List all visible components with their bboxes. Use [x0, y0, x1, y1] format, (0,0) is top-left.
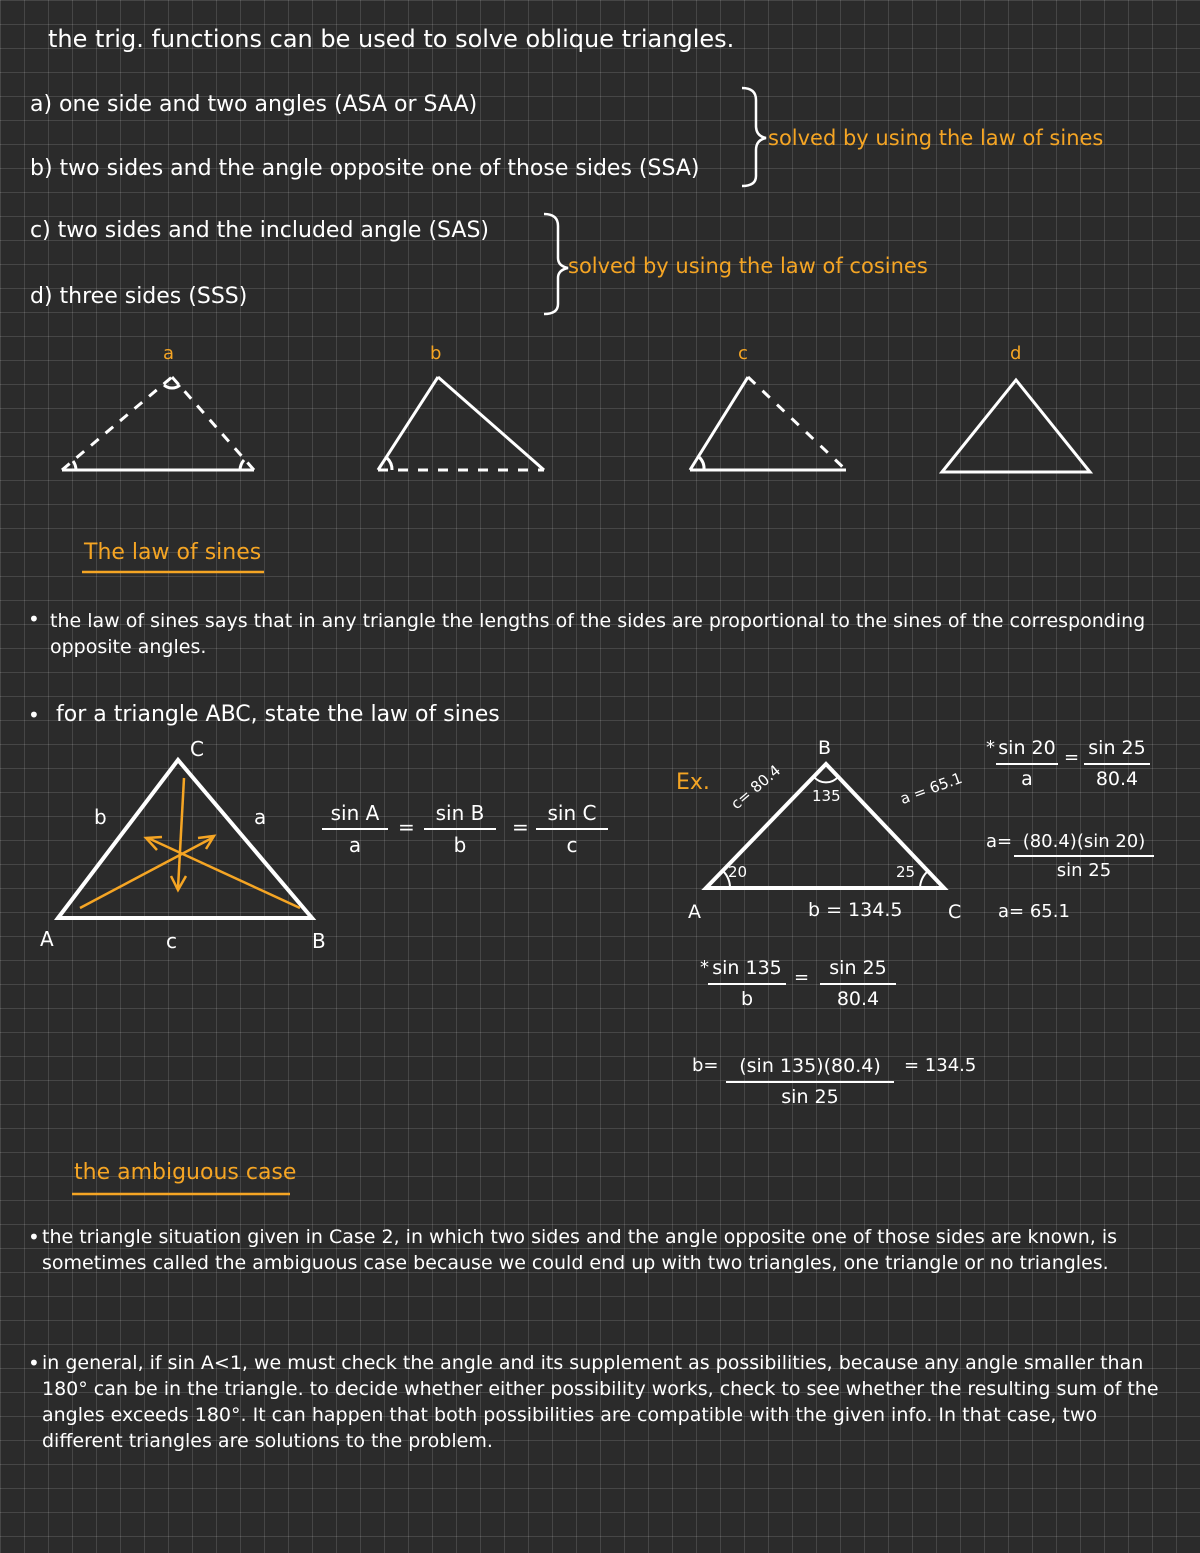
formula-den: b [453, 833, 467, 857]
formula-num: sin B [435, 801, 485, 825]
solve-a-den: sin 25 [1056, 860, 1112, 882]
example-angle-B: 135 [812, 787, 841, 805]
diagram-label-c: c [738, 343, 748, 364]
example-side-c: c= 80.4 [727, 761, 785, 814]
solve-a-fraction [1014, 830, 1154, 883]
bullet-mark: • [28, 1225, 40, 1249]
vertex-B: B [312, 929, 326, 953]
eq1-num2: sin 25 [1088, 737, 1146, 759]
case-d: d) three sides (SSS) [30, 284, 248, 309]
eq1-den1: a [1021, 767, 1033, 790]
solve-a-num: (80.4)(sin 20) [1022, 831, 1146, 852]
case-a: a) one side and two angles (ASA or SAA) [30, 92, 478, 117]
eq1-den2: 80.4 [1095, 767, 1139, 790]
example-vertex-A: A [688, 901, 701, 923]
bullet-mark: • [28, 703, 40, 727]
ambiguous-general-rule: in general, if sin A<1, we must check the angle and its supplement as possibilities, because any angle smaller than 180° can be in the triangle. to decide whether either possibility works, check to see whether the resulting sum of the angles exceeds 180°. It can happen that both possibilities are compatible with the given info. In that case, two different triangles are solutions to the problem. [42, 1352, 1159, 1452]
vertex-A: A [40, 927, 54, 951]
example-angle-C: 25 [896, 863, 916, 881]
formula-num: sin A [330, 801, 380, 825]
diagram-label-b: b [430, 343, 442, 364]
intro-text: the trig. functions can be used to solve oblique triangles. [48, 25, 735, 53]
eq1-num1: sin 20 [998, 737, 1056, 759]
diagram-label-a: a [163, 343, 175, 364]
ambiguous-definition: the triangle situation given in Case 2, in which two sides and the angle opposite one of those sides are known, is sometimes called the ambiguous case because we could end up with two triangles, one triangle or no triangles. [42, 1226, 1118, 1274]
note-sines: solved by using the law of sines [768, 126, 1104, 150]
eq1-right [1084, 736, 1150, 791]
solve-b-rhs: = 134.5 [904, 1055, 977, 1076]
eq2-den2: 80.4 [836, 987, 880, 1010]
eq2-num2: sin 25 [829, 957, 887, 979]
solve-b-den: sin 25 [781, 1085, 839, 1108]
note-cosines: solved by using the law of cosines [568, 254, 928, 278]
law-of-sines-heading: The law of sines [84, 540, 262, 565]
result-a: a= 65.1 [998, 901, 1070, 922]
star-mark: * [700, 957, 709, 978]
law-of-sines-definition: the law of sines says that in any triangle the lengths of the sides are proportional to the sines of the corresponding opposite angles. [50, 610, 1146, 658]
eq1-left [996, 736, 1058, 791]
bullet-mark: • [28, 607, 40, 631]
case-c: c) two sides and the included angle (SAS) [30, 218, 490, 243]
bullet-mark: • [28, 1351, 40, 1375]
equals-sign: = [398, 815, 415, 839]
side-c: c [166, 929, 177, 953]
example-angle-A: 20 [728, 863, 748, 881]
eq1-equals: = [1064, 747, 1080, 768]
eq2-left [708, 956, 786, 1011]
eq2-equals: = [794, 967, 810, 988]
star-mark: * [986, 737, 995, 758]
angle-mark-B [814, 777, 838, 782]
solve-b-lhs: b= [692, 1055, 719, 1076]
equals-sign: = [512, 815, 529, 839]
formula-den: c [566, 833, 578, 857]
example-vertex-C: C [948, 901, 962, 923]
solve-b-fraction [726, 1054, 894, 1109]
law-of-sines-prompt: for a triangle ABC, state the law of sines [56, 702, 500, 727]
example-side-b: b = 134.5 [808, 899, 903, 921]
side-b: b [94, 805, 107, 829]
case-b: b) two sides and the angle opposite one of those sides (SSA) [30, 156, 700, 181]
example-vertex-B: B [818, 737, 832, 759]
diagram-label-d: d [1010, 343, 1022, 364]
eq2-den1: b [740, 987, 754, 1010]
eq2-num1: sin 135 [712, 957, 782, 979]
eq2-right [820, 956, 896, 1011]
example-label: Ex. [676, 770, 710, 795]
solve-a-lhs: a= [986, 831, 1013, 852]
vertex-C: C [190, 737, 204, 761]
angle-mark-C [920, 871, 928, 888]
formula-den: a [348, 833, 362, 857]
example-side-a: a = 65.1 [897, 768, 965, 808]
ambiguous-heading: the ambiguous case [74, 1160, 297, 1185]
side-a: a [254, 805, 267, 829]
solve-b-num: (sin 135)(80.4) [739, 1055, 881, 1077]
formula-num: sin C [547, 801, 597, 825]
